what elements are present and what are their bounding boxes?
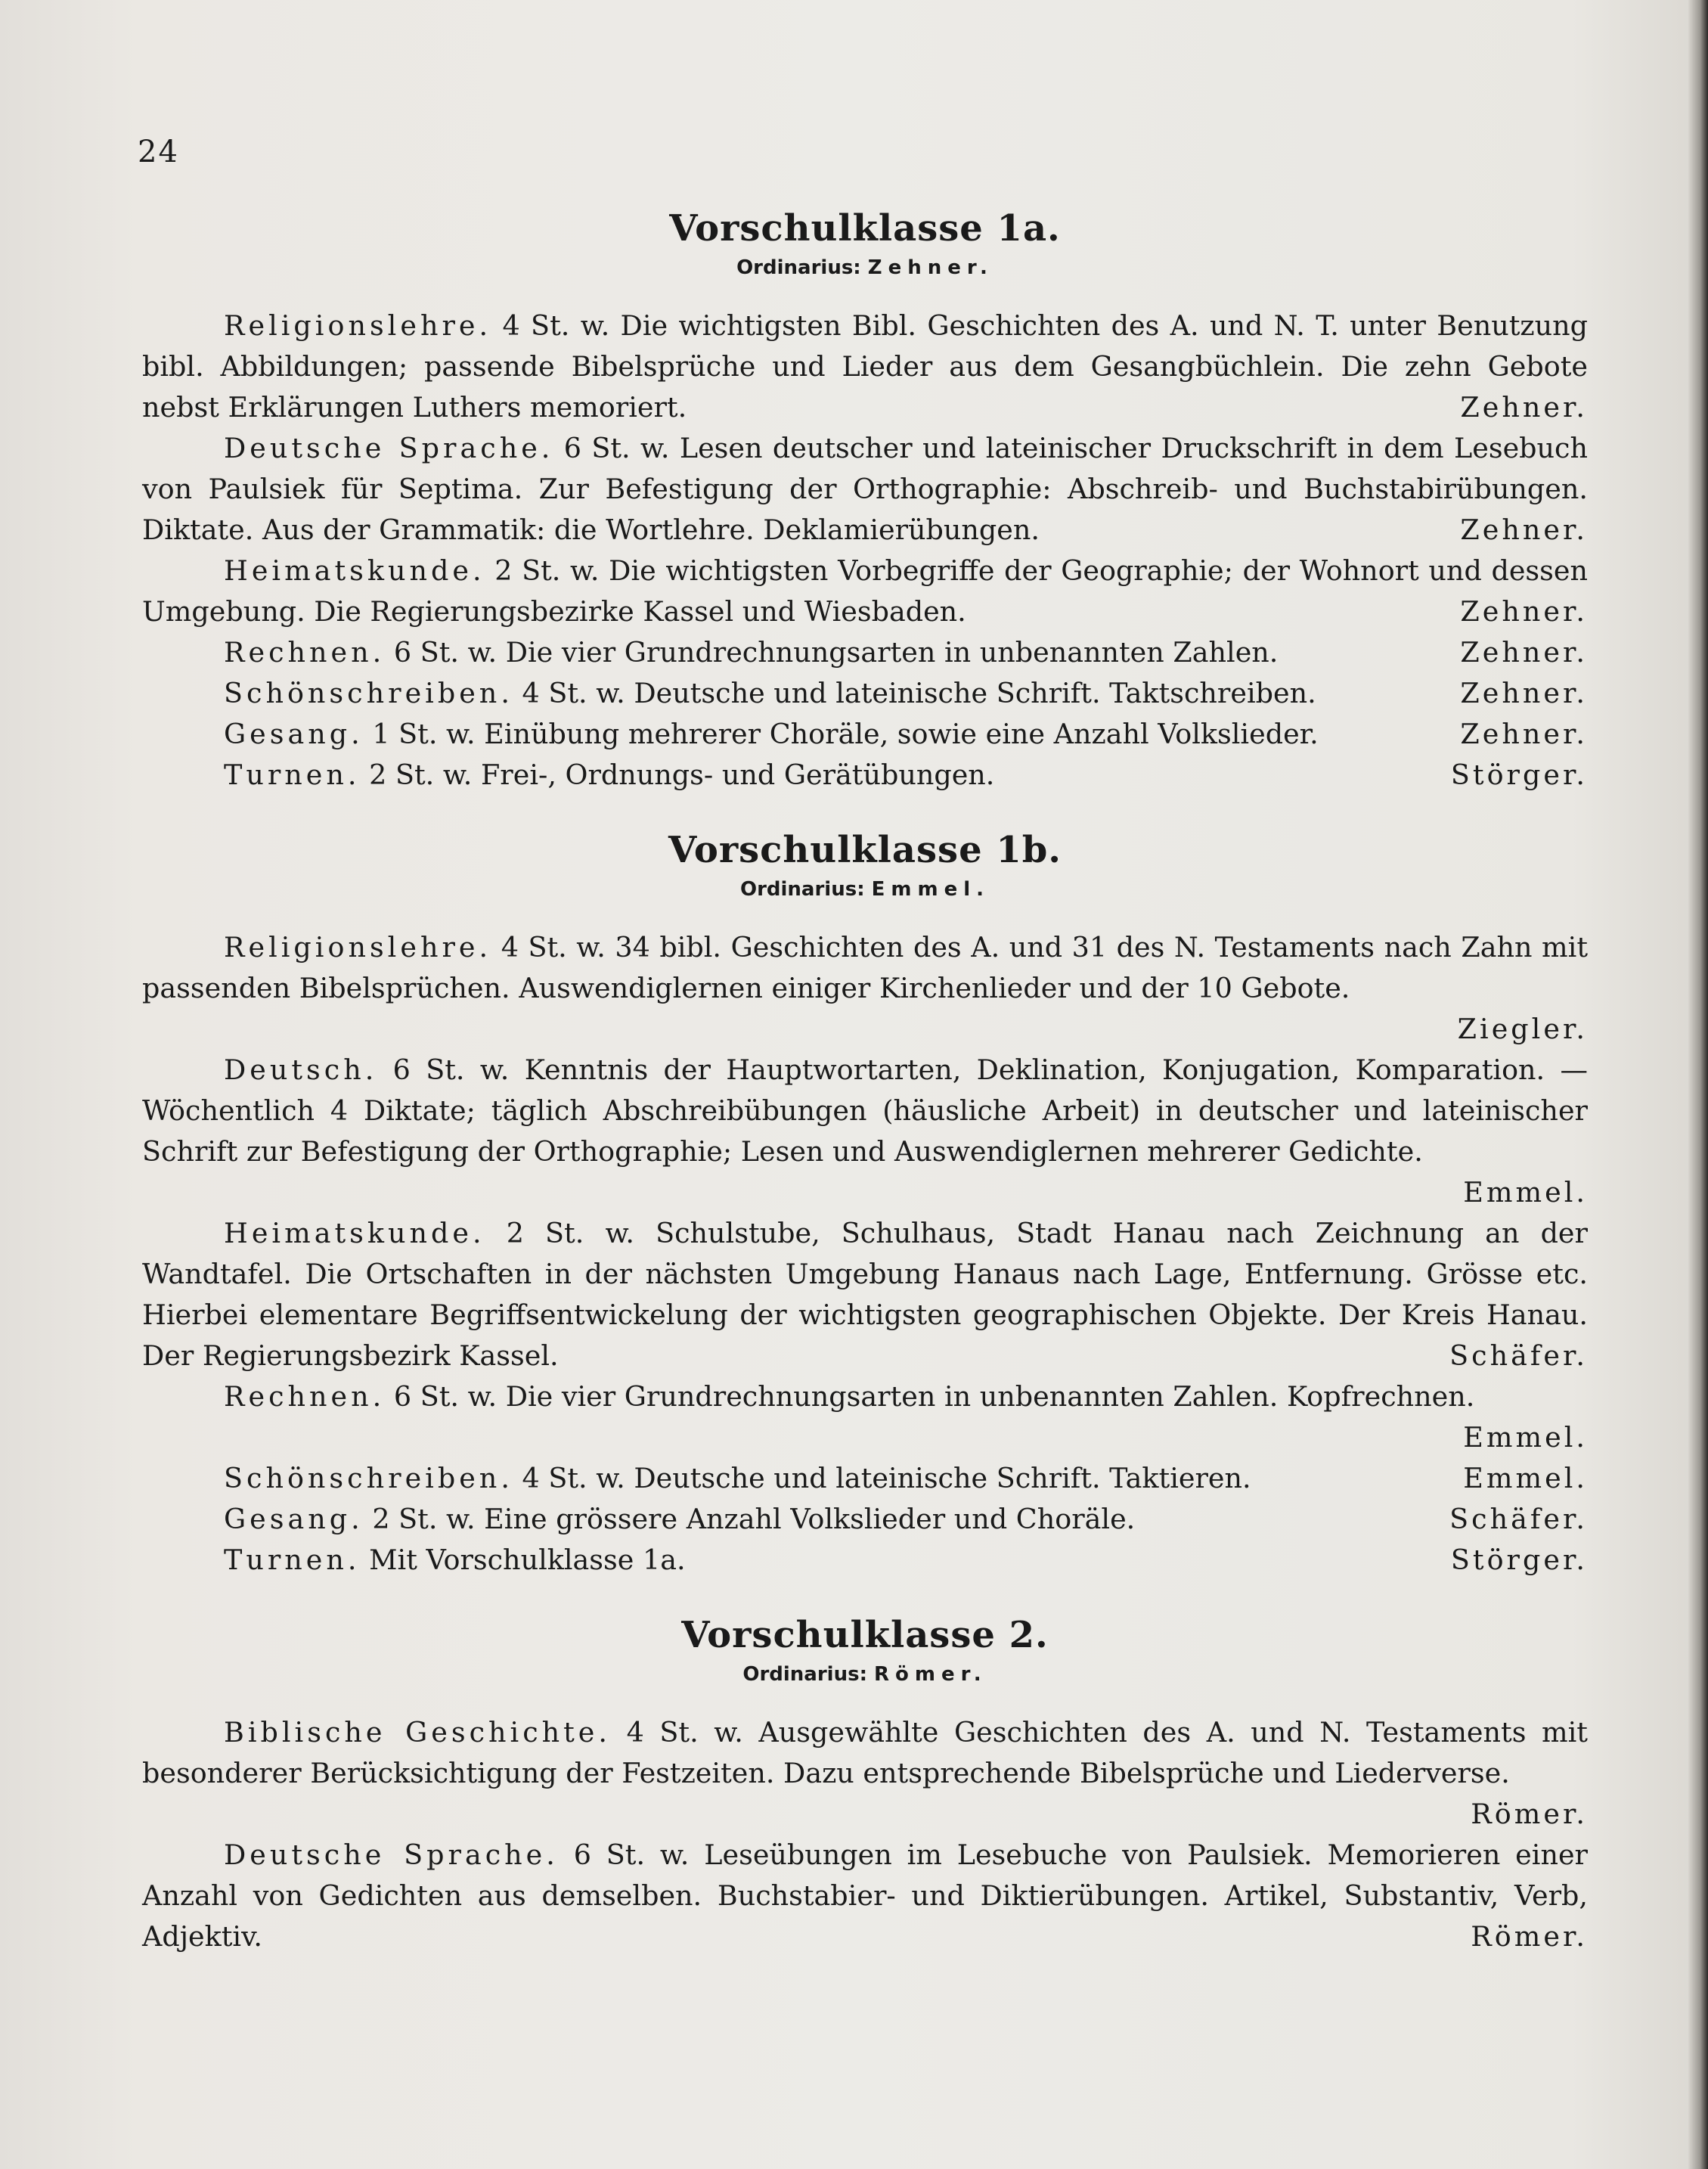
subject-teacher: Zehner. [1460, 718, 1588, 750]
subject-text: 4 St. w. Deutsche und lateinische Schrift. Taktschreiben. [522, 677, 1316, 709]
subject-name: Schönschreiben. [224, 677, 513, 709]
subject-text: 4 St. w. Deutsche und lateinische Schrift. Taktieren. [522, 1462, 1251, 1494]
subject-name: Heimatskunde. [224, 554, 485, 587]
subject-text: 2 St. w. Eine grössere Anzahl Volkslieder und Choräle. [372, 1503, 1136, 1535]
ordinarius-line [142, 253, 1588, 283]
subject-name: Religionslehre. [224, 309, 492, 342]
subject-text: 4 St. w. 34 bibl. Geschichten des A. und 31 des N. Testaments nach Zahn mit passenden Bibelsprüchen. Auswendiglernen einiger Kirchenlieder und der 10 Gebote. [142, 931, 1589, 1004]
subject-teacher: Zehner. [1460, 514, 1588, 546]
subject-name: Gesang. [224, 1503, 364, 1535]
page-content [142, 204, 1588, 1987]
subject-entry [142, 306, 1588, 428]
subject-teacher: Römer. [1471, 1798, 1588, 1830]
section-vorschulklasse-1a [142, 204, 1588, 796]
subject-name: Turnen. [224, 1544, 361, 1576]
subject-name: Deutsche Sprache. [224, 1839, 559, 1871]
subject-teacher: Zehner. [1460, 391, 1588, 424]
subject-entry [142, 1835, 1588, 1957]
ordinarius-line [142, 1659, 1588, 1690]
ordinarius-name: Zehner. [867, 256, 993, 279]
subject-entry [142, 1458, 1588, 1499]
subject-entry [142, 1712, 1588, 1835]
subject-teacher: Emmel. [1463, 1421, 1588, 1454]
section-vorschulklasse-1b [142, 826, 1588, 1581]
subject-text: 4 St. w. Die wichtigsten Bibl. Geschichten des A. und N. T. unter Benutzung bibl. Abbildungen; passende Bibelsprüche und Lieder aus dem Gesangbüchlein. Die zehn Gebote nebst Erklärungen Luthers memoriert. [142, 309, 1588, 424]
subject-name: Rechnen. [224, 636, 386, 669]
subject-teacher: Schäfer. [1449, 1503, 1588, 1535]
subject-entry [142, 1213, 1588, 1376]
subject-text: 6 St. w. Kenntnis der Hauptwortarten, Deklination, Konjugation, Komparation. — Wöchentlich 4 Diktate; täglich Abschreibübungen (häusliche Arbeit) in deutscher und lateinischer Schrift zur Befestigung der Orthographie; Lesen und Auswendiglernen mehrerer Gedichte. [142, 1053, 1588, 1168]
subject-text: 6 St. w. Die vier Grundrechnungsarten in unbenannten Zahlen. Kopfrechnen. [393, 1380, 1475, 1413]
subject-text: Mit Vorschulklasse 1a. [369, 1544, 686, 1576]
subject-text: 2 St. w. Frei-, Ordnungs- und Gerätübungen. [369, 759, 995, 791]
subject-teacher: Zehner. [1460, 595, 1588, 628]
subject-teacher: Schäfer. [1449, 1339, 1588, 1372]
subject-entry [142, 673, 1588, 714]
subject-name: Turnen. [224, 759, 361, 791]
subject-name: Heimatskunde. [224, 1217, 485, 1249]
subject-teacher: Störger. [1450, 759, 1588, 791]
subject-text: 2 St. w. Schulstube, Schulhaus, Stadt Hanau nach Zeichnung an der Wandtafel. Die Ortschaften in der nächsten Umgebung Hanaus nach Lage, Entfernung. Grösse etc. Hierbei elementare Begriffsentwickelung der wichtigsten geographischen Objekte. Der Kreis Hanau. Der Regierungsbezirk Kassel. [142, 1217, 1588, 1372]
subject-teacher: Emmel. [1463, 1176, 1588, 1209]
subject-teacher: Zehner. [1460, 636, 1588, 669]
page-number: 24 [138, 135, 179, 169]
subject-entry [142, 1376, 1588, 1458]
subject-entry [142, 755, 1588, 796]
subject-entry [142, 927, 1588, 1050]
subject-entry [142, 1540, 1588, 1581]
page-edge-shadow [1688, 0, 1708, 2169]
subject-teacher: Störger. [1450, 1544, 1588, 1576]
subject-text: 1 St. w. Einübung mehrerer Choräle, sowie eine Anzahl Volkslieder. [372, 718, 1319, 750]
subject-text: 6 St. w. Die vier Grundrechnungsarten in unbenannten Zahlen. [393, 636, 1279, 669]
ordinarius-line [142, 874, 1588, 905]
subject-entry [142, 632, 1588, 673]
ordinarius-label: Ordinarius: [736, 256, 861, 279]
section-title: Vorschulklasse 2. [681, 1614, 1049, 1656]
subject-entry [142, 428, 1588, 551]
ordinarius-label: Ordinarius: [739, 878, 865, 901]
subject-name: Schönschreiben. [224, 1462, 513, 1494]
ordinarius-name: Römer. [874, 1663, 987, 1686]
section-title: Vorschulklasse 1a. [669, 207, 1061, 250]
subject-entry [142, 551, 1588, 632]
subject-text: 6 St. w. Lesen deutscher und lateinischer Druckschrift in dem Lesebuch von Paulsiek für Septima. Zur Befestigung der Orthographie: Abschreib- und Buchstabirübungen. Diktate. Aus der Grammatik: die Wortlehre. Deklamierübungen. [142, 432, 1588, 546]
subject-name: Religionslehre. [224, 931, 492, 963]
subject-name: Rechnen. [224, 1380, 386, 1413]
subject-entry [142, 1499, 1588, 1540]
subject-text: 6 St. w. Leseübungen im Lesebuche von Paulsiek. Memorieren einer Anzahl von Gedichten aus demselben. Buchstabier- und Diktierübungen. Artikel, Substantiv, Verb, Adjektiv. [142, 1839, 1589, 1953]
subject-name: Deutsche Sprache. [224, 432, 554, 464]
subject-entry [142, 714, 1588, 755]
subject-teacher: Ziegler. [1457, 1013, 1588, 1045]
ordinarius-name: Emmel. [871, 878, 990, 901]
subject-name: Biblische Geschichte. [224, 1716, 612, 1749]
section-vorschulklasse-2 [142, 1611, 1588, 1957]
subject-text: 2 St. w. Die wichtigsten Vorbegriffe der Geographie; der Wohnort und dessen Umgebung. Die Regierungsbezirke Kassel und Wiesbaden. [142, 554, 1588, 628]
subject-teacher: Römer. [1471, 1920, 1588, 1953]
subject-text: 4 St. w. Ausgewählte Geschichten des A. und N. Testaments mit besonderer Berücksichtigung der Festzeiten. Dazu entsprechende Bibelsprüche und Liederverse. [142, 1716, 1588, 1789]
subject-teacher: Zehner. [1460, 677, 1588, 709]
subject-name: Deutsch. [224, 1053, 378, 1086]
subject-entry [142, 1050, 1588, 1213]
section-title: Vorschulklasse 1b. [668, 829, 1062, 871]
subject-teacher: Emmel. [1463, 1462, 1588, 1494]
subject-name: Gesang. [224, 718, 364, 750]
ordinarius-label: Ordinarius: [742, 1663, 867, 1686]
